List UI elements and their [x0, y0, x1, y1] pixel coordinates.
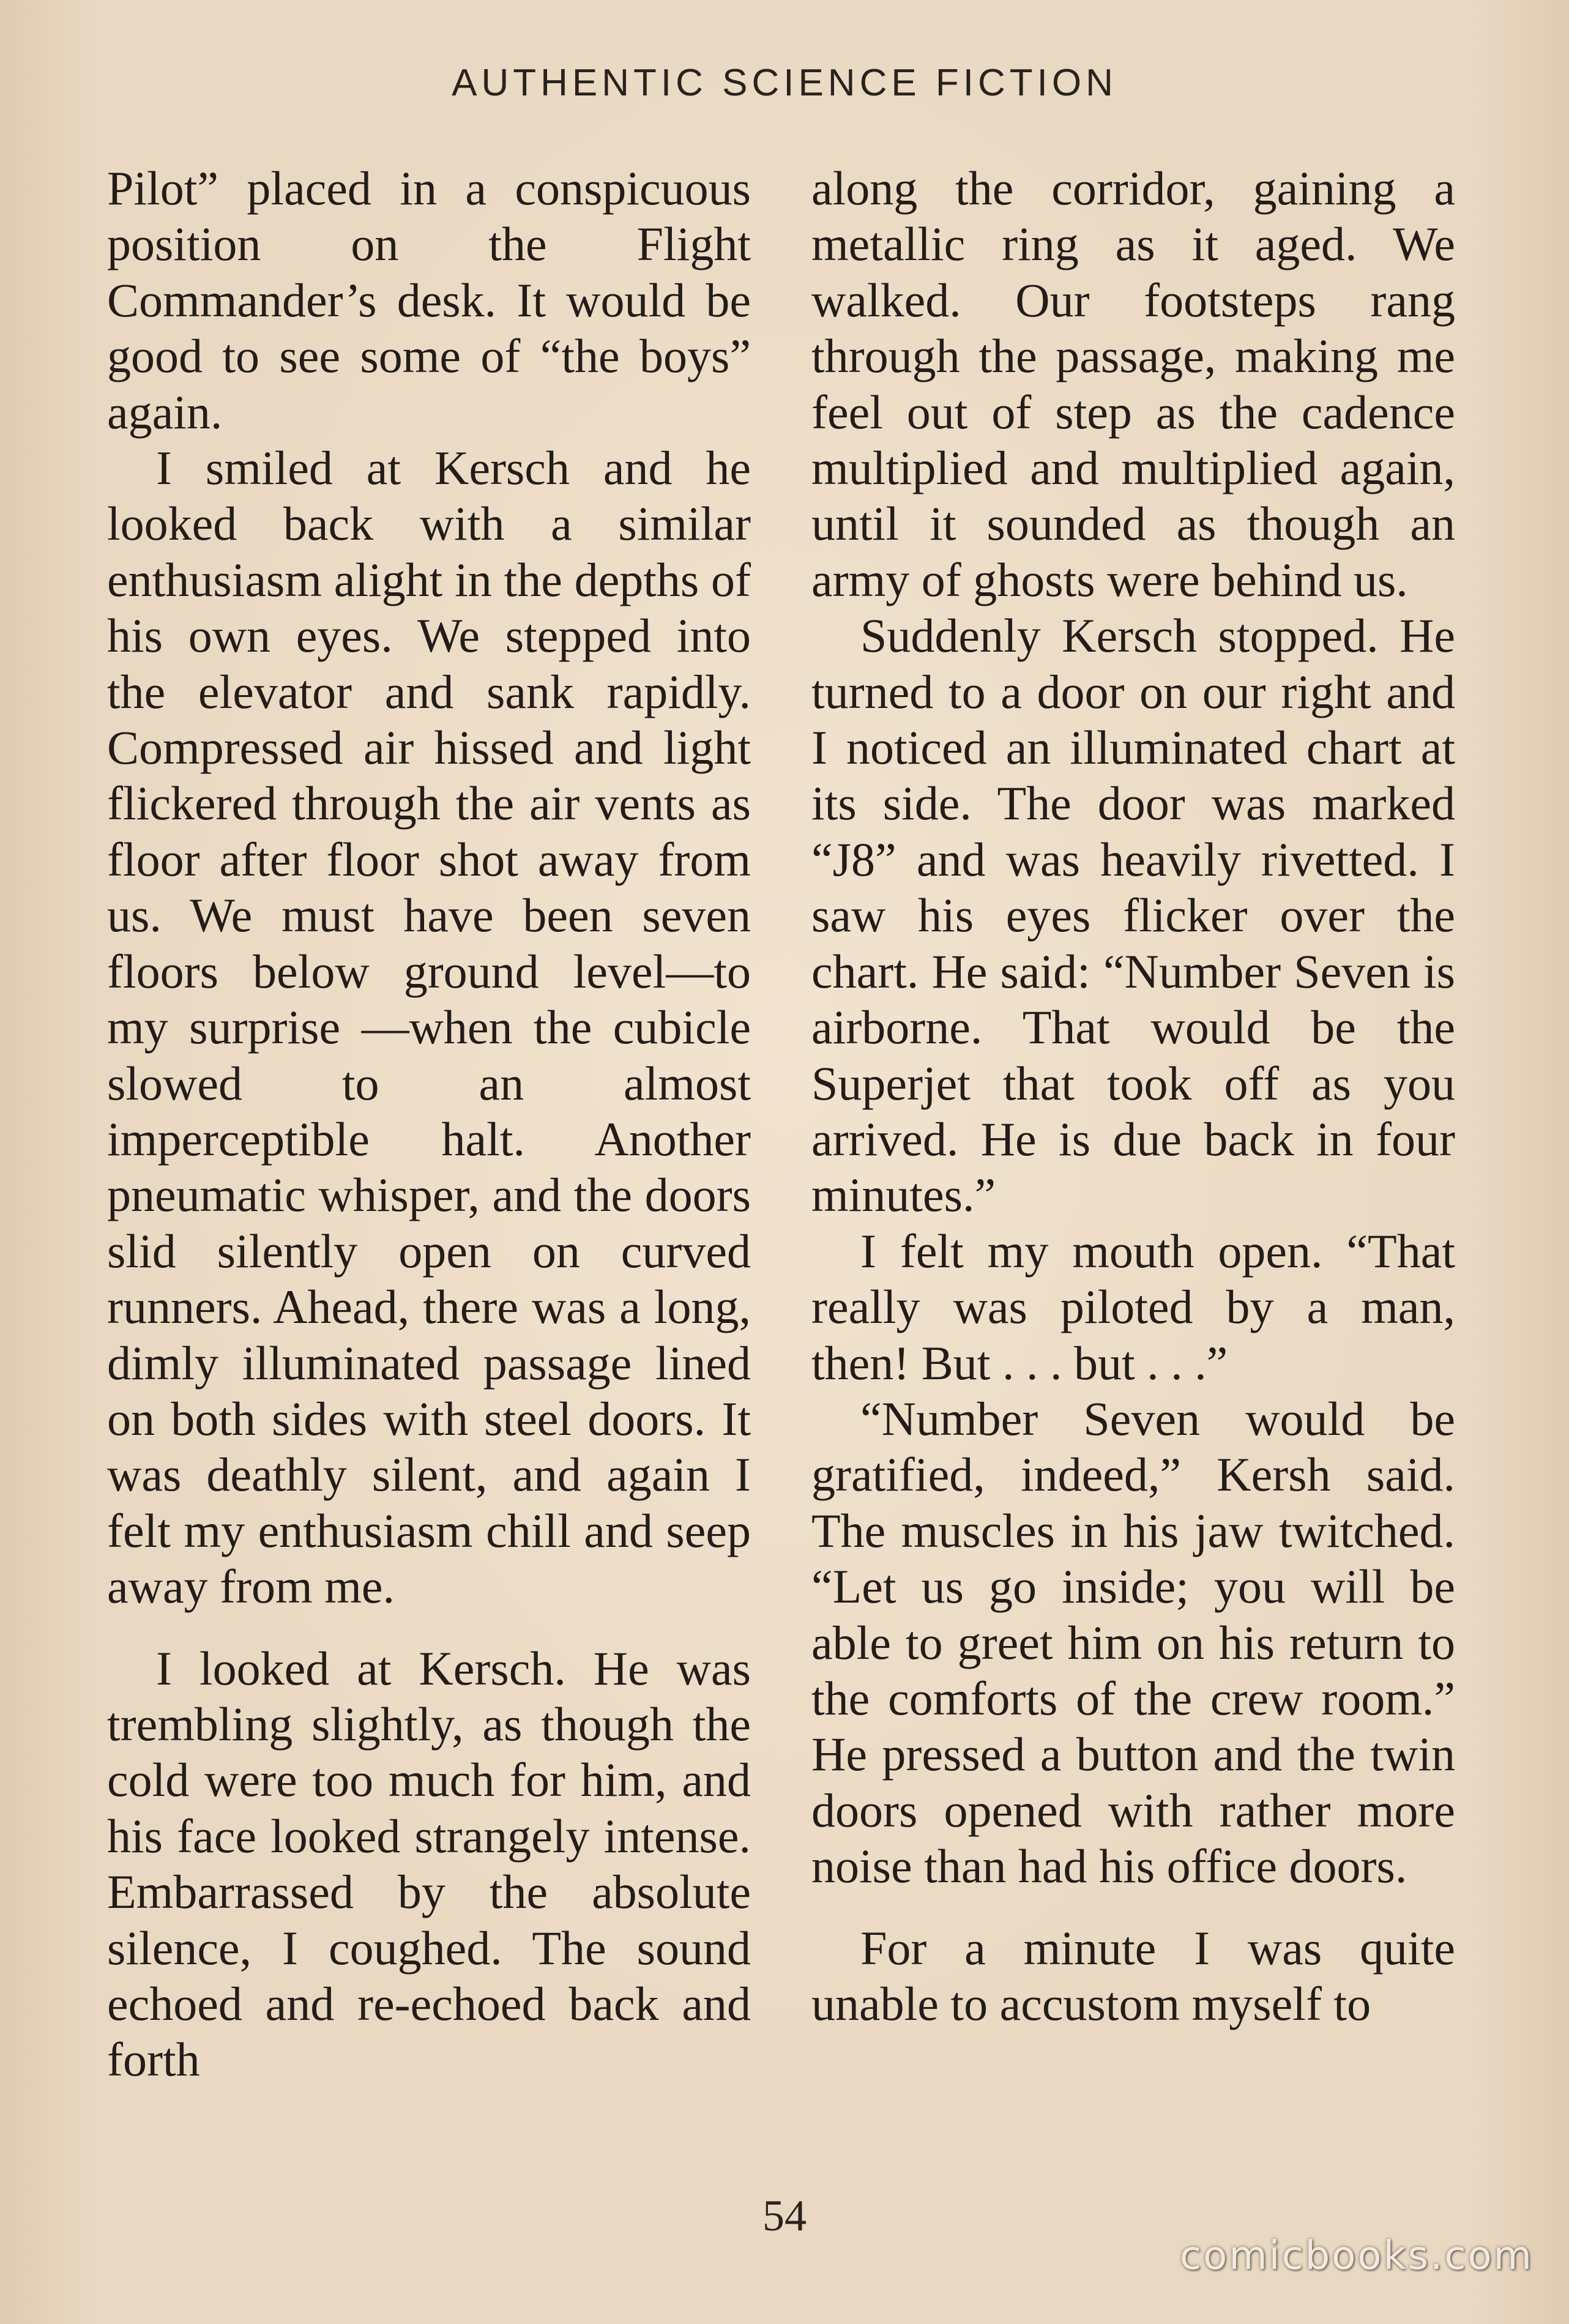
text-column-left: [107, 160, 751, 2088]
paragraph: For a minute I was quite unable to accustom myself to: [811, 1921, 1455, 2030]
paragraph: Suddenly Kersch stopped. He turned to a door on our right and I noticed an illuminated chart at its side. The door was marked “J8” and was heavily rivetted. I saw his eyes flicker over the chart. He said: “Number Seven is airborne. That would be the Superjet that took off as you arrived. He is due back in four minutes.”: [811, 609, 1455, 1222]
paragraph: along the corridor, gaining a metallic ring as it aged. We walked. Our footsteps rang through the passage, making me feel out of step as the cadence multiplied and multiplied again, until it sounded as though an army of ghosts were behind us.: [811, 162, 1455, 606]
page-number: 54: [762, 2191, 807, 2240]
paragraph: I felt my mouth open. “That really was piloted by a man, then! But . . . but . . .”: [811, 1224, 1455, 1390]
text-column-right: [811, 160, 1455, 2032]
paragraph: I smiled at Kersch and he looked back with a similar enthusiasm alight in the depths of his own eyes. We stepped into the elevator and sank rapidly. Compressed air hissed and light flickered through the air vents as floor after floor shot away from us. We must have been seven floors below ground level—to my surprise —when the cubicle slowed to an almost imperceptible halt. Another pneumatic whisper, and the doors slid silently open on curved runners. Ahead, there was a long, dimly illuminated passage lined on both sides with steel doors. It was deathly silent, and again I felt my enthusiasm chill and seep away from me.: [107, 441, 751, 1614]
paragraph: I looked at Kersch. He was trembling slightly, as though the cold were too much for him, and his face looked strangely intense. Embarrassed by the absolute silence, I coughed. The sound echoed and re-echoed back and forth: [107, 1641, 751, 2087]
paragraph: “Number Seven would be gratified, indeed,” Kersh said. The muscles in his jaw twitched. “Let us go inside; you will be able to greet him on his return to the comforts of the crew room.” He pressed a button and the twin doors opened with rather more noise than had his office doors.: [811, 1391, 1455, 1893]
watermark: comicbooks.com: [1179, 2233, 1534, 2279]
paragraph: Pilot” placed in a conspicuous position on the Flight Commander’s desk. It would be good to see some of “the boys” again.: [107, 162, 751, 439]
running-header: AUTHENTIC SCIENCE FICTION: [452, 62, 1117, 104]
